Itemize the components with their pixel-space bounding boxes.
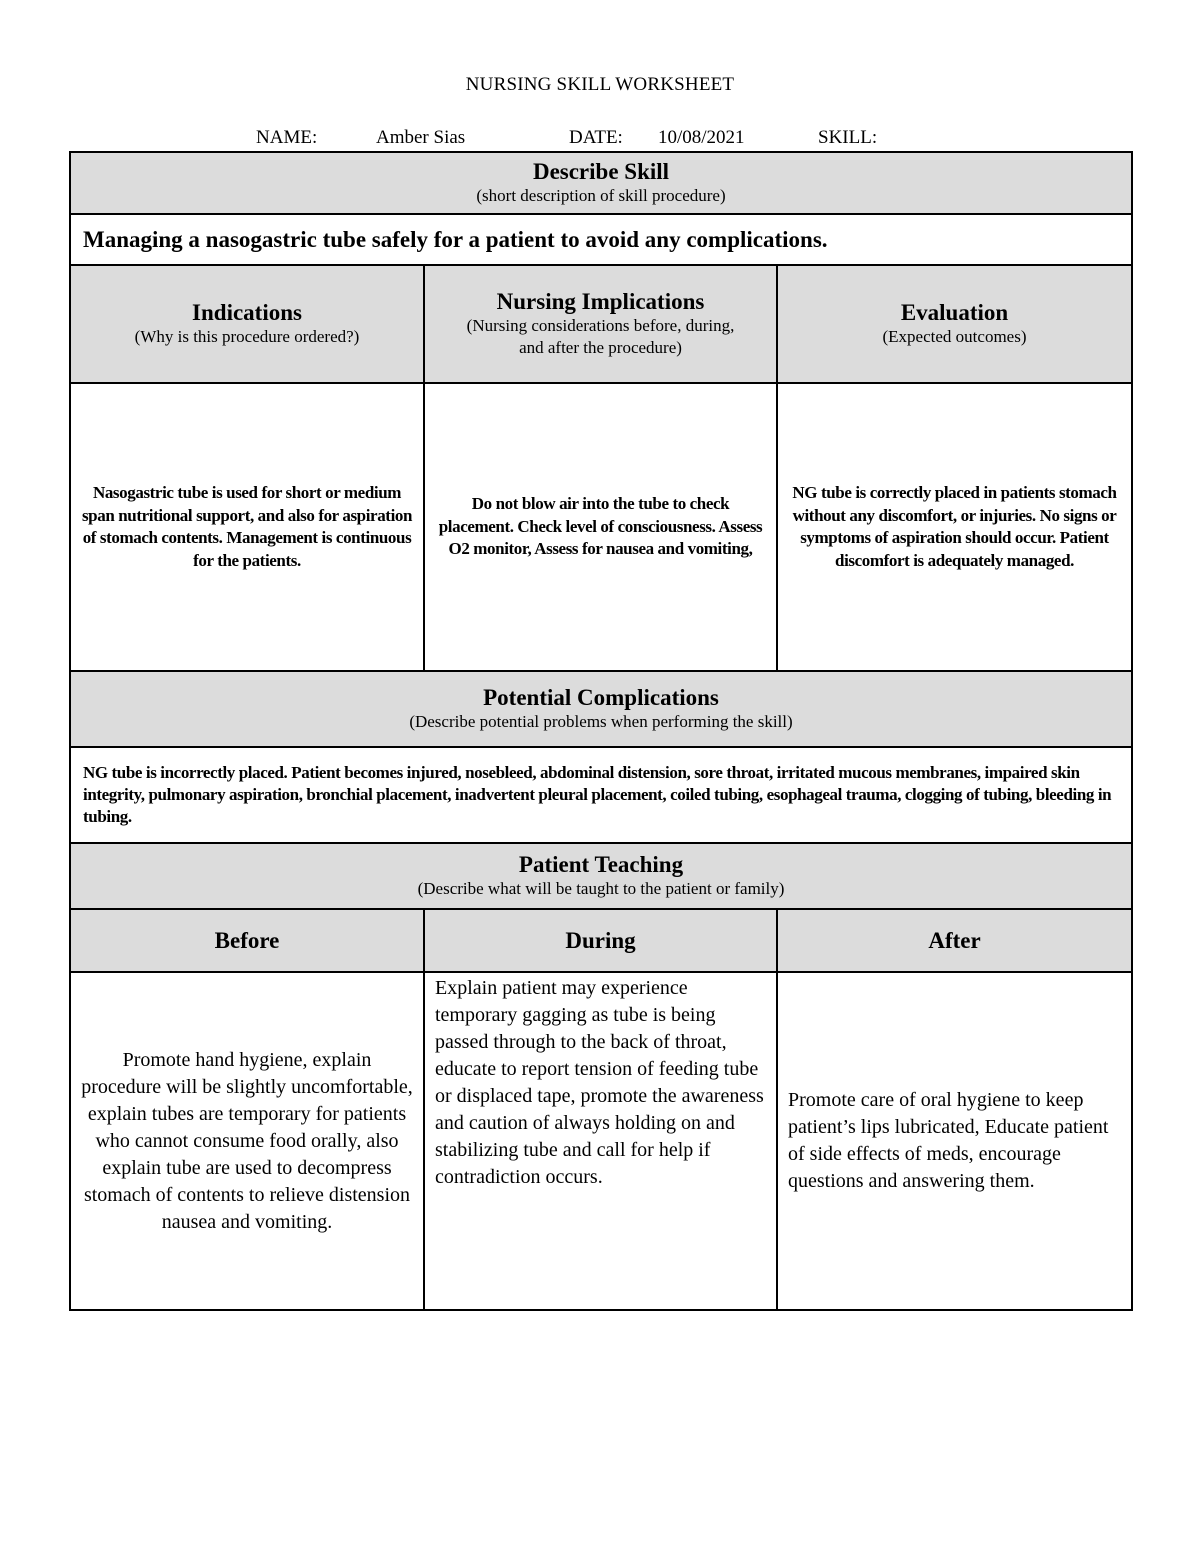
teaching-header <box>70 843 1132 909</box>
date-value: 10/08/2021 <box>658 127 745 148</box>
describe-title: Describe Skill <box>532 159 670 184</box>
teaching-title: Patient Teaching <box>518 852 684 877</box>
implications-subtitle-line2: and after the procedure) <box>519 338 682 357</box>
implications-content: Do not blow air into the tube to check placement. Check level of consciousness. Assess O2 monitor, Assess for nausea and vomiting, <box>424 383 777 671</box>
teaching-header-row <box>70 843 1132 909</box>
complications-subtitle: (Describe potential problems when performing the skill) <box>409 712 793 731</box>
columns-header-row <box>70 265 1132 383</box>
implications-subtitle-line1: (Nursing considerations before, during, <box>466 316 735 335</box>
during-content: Explain patient may experience temporary gagging as tube is being passed through to the back of throat, educate to report tension of feeding tube or displaced tape, promote the awareness and caution of always holding on and stabilizing tube and call for help if contradiction occurs. <box>424 972 777 1310</box>
implications-title: Nursing Implications <box>496 289 705 314</box>
teaching-columns-row <box>70 909 1132 972</box>
implications-header <box>424 265 777 383</box>
teaching-subtitle: (Describe what will be taught to the patient or family) <box>417 879 785 898</box>
describe-content-row <box>70 214 1132 265</box>
skill-description: Managing a nasogastric tube safely for a patient to avoid any complications. <box>70 214 1132 265</box>
before-header <box>70 909 424 972</box>
complications-content-row <box>70 747 1132 843</box>
teaching-content-row <box>70 972 1132 1310</box>
before-label: Before <box>214 927 280 953</box>
skill-label: SKILL: <box>818 127 878 148</box>
complications-title: Potential Complications <box>483 685 719 710</box>
indications-header <box>70 265 424 383</box>
worksheet-meta <box>0 127 1200 151</box>
columns-content-row <box>70 383 1132 671</box>
after-header <box>777 909 1132 972</box>
evaluation-header <box>777 265 1132 383</box>
during-label: During <box>565 927 636 953</box>
evaluation-subtitle: (Expected outcomes) <box>882 327 1027 346</box>
complications-header <box>70 671 1132 747</box>
describe-subtitle: (short description of skill procedure) <box>476 186 726 205</box>
name-value: Amber Sias <box>376 127 466 148</box>
evaluation-content: NG tube is correctly placed in patients stomach without any discomfort, or injuries. No signs or symptoms of aspiration should occur. Patient discomfort is adequately managed. <box>777 383 1132 671</box>
complications-content: NG tube is incorrectly placed. Patient becomes injured, nosebleed, abdominal distension, sore throat, irritated mucous membranes, impaired skin integrity, pulmonary aspiration, bronchial placement, inadvertent pleural placement, coiled tubing, esophageal trauma, clogging of tubing, bleeding in tubing. <box>70 747 1132 843</box>
name-label: NAME: <box>256 127 318 148</box>
describe-header-row <box>70 152 1132 214</box>
after-label: After <box>928 927 981 953</box>
complications-header-row <box>70 671 1132 747</box>
indications-content: Nasogastric tube is used for short or medium span nutritional support, and also for aspiration of stomach contents. Management is continuous for the patients. <box>70 383 424 671</box>
describe-header <box>70 152 1132 214</box>
worksheet-title: NURSING SKILL WORKSHEET <box>465 74 735 95</box>
after-content: Promote care of oral hygiene to keep patient’s lips lubricated, Educate patient of side effects of meds, encourage questions and answering them. <box>777 972 1132 1310</box>
indications-title: Indications <box>192 300 302 325</box>
date-label: DATE: <box>569 127 623 148</box>
evaluation-title: Evaluation <box>900 300 1009 325</box>
indications-subtitle: (Why is this procedure ordered?) <box>134 327 360 346</box>
during-header <box>424 909 777 972</box>
worksheet-table <box>69 151 1133 1311</box>
before-content: Promote hand hygiene, explain procedure will be slightly uncomfortable, explain tubes are temporary for patients who cannot consume food orally, also explain tube are used to decompress stomach of contents to relieve distension nausea and vomiting. <box>70 972 424 1310</box>
